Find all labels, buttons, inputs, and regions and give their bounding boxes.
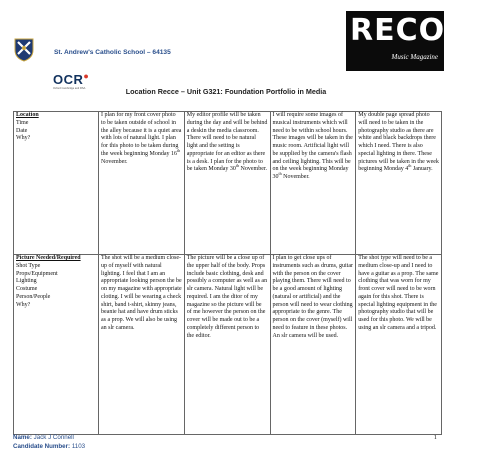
table-cell	[184, 255, 270, 435]
logo-wordmark: RECOIL	[350, 13, 477, 48]
cell-text: The shot type will need to be a medium close-up and I need to have a guitar as a prop. The same clothing that was worn for my front cover will need to be worn again for this shot. There is special lighting equipment in the photography studio that will be used for this photo. We will be using an slr camera and a tripod.	[358, 255, 439, 331]
table-row	[14, 112, 442, 255]
ordinal-suffix: th	[408, 163, 412, 169]
footer-info	[13, 434, 85, 451]
document-title: Location Recce – Unit G321: Foundation Portfolio in Media	[125, 87, 327, 96]
row-field: Why?	[16, 135, 31, 142]
cell-text: I will require some images of musical instruments which will need to be within school hours. These images will be taken in the music room. Artificial light will be supplied by the camera's flash and ceiling lighting. This will be on the week beginning Monday 30	[272, 112, 353, 180]
cell-text: The shot will be a medium close-up of myself with natural lighting. I feel that I am an appropriate looking person the be on my magazine with appropriate cloting. I will be wearing a check shirt, band t-shirt, skinny jeans, beanie hat and have drum sticks as a prop. We will also be using an slr camera.	[101, 255, 182, 331]
table-cell	[356, 112, 442, 255]
cell-text: I plan to get close ups of instruments such as drums, guitar with the person on the cover playing them. There will need to be a good amount of lighting (natural or artificial) and the person will need to wear clothing appropriate to the genre. The person on the cover (myself) will need to feature in these photos. An slr camera will be used.	[272, 255, 353, 339]
school-name: St. Andrew's Catholic School – 64135	[54, 49, 171, 56]
row-heading: Picture Needed/Required	[16, 255, 81, 261]
row-field: Date	[16, 127, 28, 134]
magazine-logo	[346, 11, 477, 71]
ocr-logo: OCR●	[53, 71, 90, 87]
cell-text-end: November.	[101, 158, 128, 165]
ordinal-suffix: th	[176, 147, 181, 153]
table-row	[14, 255, 442, 435]
row-field: Costume	[16, 286, 38, 292]
student-name: Name: Jack J Connell	[13, 434, 74, 441]
school-crest-icon	[14, 38, 34, 62]
table-cell	[270, 255, 356, 435]
cell-text: I plan for my front cover photo to be taken outside of school in the alley because it is a quiet area with lots of natural light. I plan for this photo to be taken during the week beginning Monday 16	[101, 112, 182, 157]
cell-text: The picture will be a close up of the upper half of the body. Props include basic clothing, desk and possibly a computer as well as an slr camera. Natural light will be required. I am the ditor of my magazine so the picture will be of me however the person on the cover will be made out to be a completely different person to the editor.	[186, 255, 268, 339]
row-field: Props/Equipment	[16, 270, 58, 277]
row-label-cell	[14, 255, 99, 435]
cell-text-end: November.	[239, 166, 268, 173]
logo-subtitle: Music Magazine	[391, 53, 438, 61]
table-cell	[99, 112, 185, 255]
page-number: 1	[433, 434, 437, 441]
row-heading: Location	[16, 112, 39, 118]
cell-text: My editor profile will be taken during the day and will be behind a deskin the media classroom. There will need to be natural light and the setting is appropriate for an editor as there is a desk. I plan for the photo to be taken Monday 30	[186, 112, 268, 173]
ocr-tagline: Oxford Cambridge and RSA	[53, 87, 86, 90]
row-label-cell	[14, 112, 99, 255]
candidate-number: Candidate Number: 1103	[13, 442, 86, 450]
row-field: Shot Type	[16, 262, 41, 269]
row-field: Lighting	[16, 278, 37, 285]
ordinal-suffix: th	[235, 163, 240, 169]
row-field: Time	[16, 119, 29, 126]
row-field: Person/People	[16, 293, 51, 300]
row-field: Why?	[16, 301, 31, 308]
table-cell	[99, 255, 185, 435]
table-cell	[270, 112, 356, 255]
recce-table	[13, 111, 442, 435]
ordinal-suffix: th	[278, 171, 282, 176]
cell-text-end: January.	[411, 166, 433, 173]
table-cell	[356, 255, 442, 435]
cell-text: My double page spread photo will need to be taken in the photography studio as there are white and black backdrops there which I need. There is also special lighting in there. These pictures will be taken in the week beginning Monday 4	[358, 112, 439, 173]
cell-text-end: November.	[281, 174, 310, 180]
table-cell	[184, 112, 270, 255]
